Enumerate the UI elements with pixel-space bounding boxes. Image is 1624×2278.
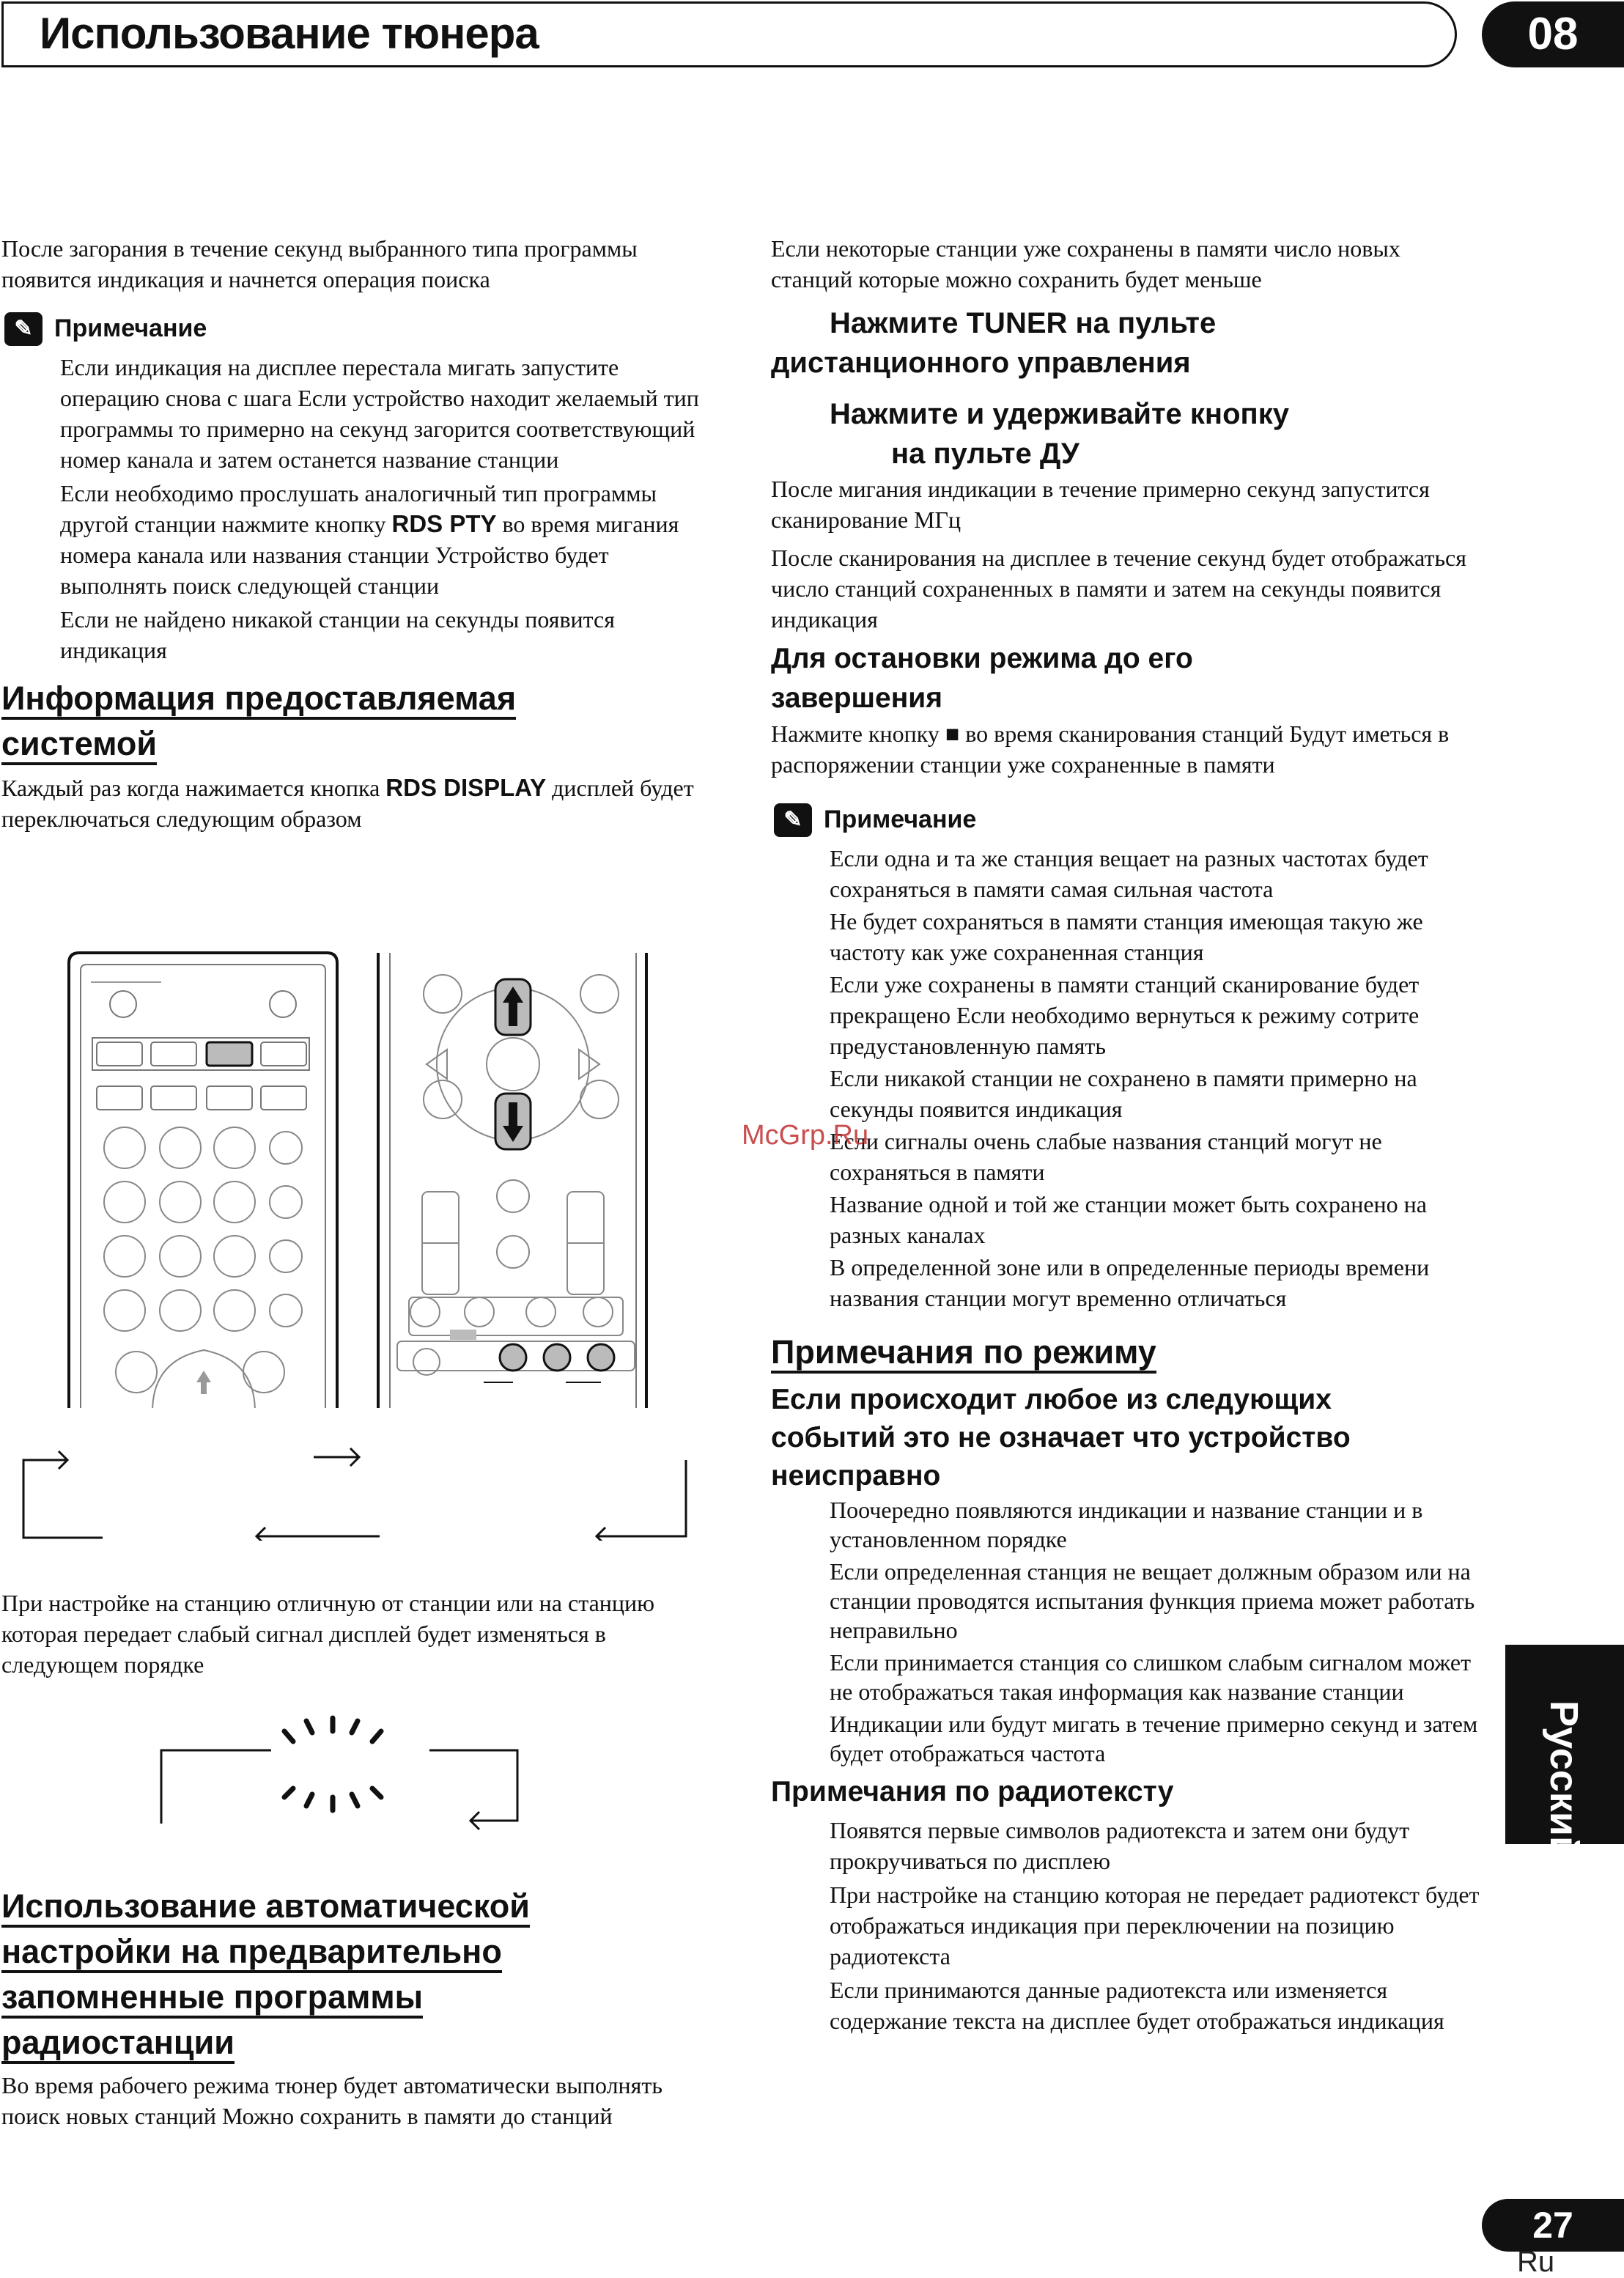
note-item: Если не найдено никакой станции на секунды появится индикация (60, 606, 615, 663)
paragraph-search-start: После загорания в течение секунд выбранного типа программы появится индикация и начнется операция поиска (1, 235, 638, 292)
paragraph-rds-display: Каждый раз когда нажимается кнопка RDS DISPLAY дисплей будет переключаться следующим образом (1, 774, 694, 832)
subheading-radiotext: Примечания по радиотексту (771, 1776, 1174, 1807)
note-item: Если одна и та же станция вещает на разных частотах будет сохраняться в памяти самая сильная частота (830, 845, 1428, 902)
paragraph-memory-limit: Если некоторые станции уже сохранены в памяти число новых станций которые можно сохранить будет меньше (771, 235, 1400, 292)
step-1: Нажмите TUNER на пульте дистанционного управления (771, 307, 1217, 379)
note-item: В определенной зоне или в определенные периоды времени названия станции могут временно отличаться (830, 1254, 1430, 1311)
eject-button (270, 991, 296, 1017)
note-pencil-icon: ✎ (774, 803, 812, 837)
blinking-cycle-diagram (154, 1700, 572, 1832)
page-title: Использование тюнера (40, 9, 539, 58)
note-pencil-icon: ✎ (4, 312, 43, 346)
list-item: Если принимаются данные радиотекста или изменяется содержание текста на дисплее будет отображаться индикация (830, 1977, 1444, 2034)
page-language: Ru (1517, 2246, 1555, 2278)
paragraph-autotune: Во время рабочего режима тюнер будет автоматически выполнять поиск новых станций Можно сохранить в памяти до станций (1, 2072, 662, 2129)
step-2: Нажмите и удерживайте кнопку на пульте ДУ (830, 398, 1289, 470)
blink-mark (372, 1788, 381, 1797)
page-number: 27 (1482, 2199, 1624, 2252)
section-title-info: Информация предоставляемая системой (1, 676, 712, 767)
stop-icon: ■ (945, 720, 960, 747)
left-column-lower (1, 1588, 712, 1680)
note-item: Если необходимо прослушать аналогичный тип программы другой станции нажмите кнопку RDS PTY во время мигания номера канала или названия станции Устройство будет выполнять поиск следующей станции (60, 480, 679, 599)
list-item: Появятся первые символов радиотекста и затем они будут прокручиваться по дисплею (830, 1817, 1410, 1874)
blink-mark (352, 1794, 358, 1806)
rds-pty-key: RDS PTY (391, 510, 497, 537)
highlighted-button (207, 1042, 252, 1066)
paragraph-scan-start: После мигания индикации в течение примерно секунд запустится сканирование МГц (771, 476, 1430, 533)
blink-mark (352, 1721, 358, 1733)
section-title-autotune: Использование автоматической настройки на предварительно запомненные программы радиостанции (1, 1884, 712, 2065)
note-item: Название одной и той же станции может быть сохранено на разных каналах (830, 1191, 1427, 1248)
section-title-mode-notes: Примечания по режиму (771, 1330, 1483, 1375)
note-heading: ✎ Примечание (1, 308, 712, 349)
right-column (771, 233, 1483, 2036)
blink-mark (284, 1731, 293, 1741)
paragraph-scan-result: После сканирования на дисплее в течение секунд будет отображаться число станций сохраненных в памяти и затем на секунды появится индикация (771, 545, 1466, 633)
list-item: Если принимается станция со слишком слабым сигналом может не отображаться такая информация как название станции (830, 1649, 1472, 1705)
rds-display-key: RDS DISPLAY (385, 774, 547, 801)
note-item: Если индикация на дисплее перестала мигать запустите операцию снова с шага Если устройство находит желаемый тип программы то примерно на секунд загорится соответствующий номер канала и затем останется название станции (60, 354, 699, 473)
note-item: Если никакой станции не сохранено в памяти примерно на секунды появится индикация (830, 1065, 1417, 1122)
list-item: При настройке на станцию которая не передает радиотекст будет отображаться индикация при переключении на позицию радиотекста (830, 1881, 1480, 1969)
note-item: Не будет сохраняться в памяти станция имеющая такую же частоту как уже сохраненная станция (830, 908, 1423, 965)
note-item: Если уже сохранены в памяти станций сканирование будет прекращено Если необходимо вернуться к режиму сотрите предустановленную память (830, 971, 1420, 1059)
language-tab-label: Русский (1542, 1700, 1586, 1861)
chapter-badge: 08 (1482, 1, 1624, 67)
remote-control-illustration (64, 950, 651, 1408)
blink-mark (306, 1721, 312, 1733)
paragraph-stop-scan: Нажмите кнопку ■ во время сканирования станций Будут иметься в распоряжении станции уже сохраненные в памяти (771, 720, 1450, 778)
note-heading: ✎ Примечание (771, 799, 1483, 840)
list-item: Если определенная станция не вещает должным образом или на станции проводятся испытания функция приема может работать неправильно (830, 1558, 1475, 1643)
left-column (1, 233, 712, 834)
watermark: McGrp.Ru (742, 1120, 869, 1151)
list-item: Поочередно появляются индикации и название станции и в установленном порядке (830, 1497, 1423, 1552)
display-cycle-diagram (15, 1445, 704, 1541)
note-block-1 (1, 308, 712, 666)
list-item: Индикации или будут мигать в течение примерно секунд и затем будет отображаться частота (830, 1711, 1478, 1766)
power-button (110, 991, 136, 1017)
note-block-2 (771, 799, 1483, 1313)
paragraph-weak-signal: При настройке на станцию отличную от станции или на станцию которая передает слабый сигнал дисплей будет изменяться в следующем порядке (1, 1590, 655, 1678)
blink-mark (284, 1788, 293, 1797)
left-column-bottom (1, 1884, 712, 2131)
blink-mark (372, 1731, 381, 1741)
note-item: Если сигналы очень слабые названия станций могут не сохраняться в памяти (830, 1128, 1382, 1185)
blink-mark (306, 1794, 312, 1806)
subheading-not-malfunction: Если происходит любое из следующих событий это не означает что устройство неисправно (771, 1384, 1351, 1492)
subheading-stop-scan: Для остановки режима до его завершения (771, 643, 1193, 714)
